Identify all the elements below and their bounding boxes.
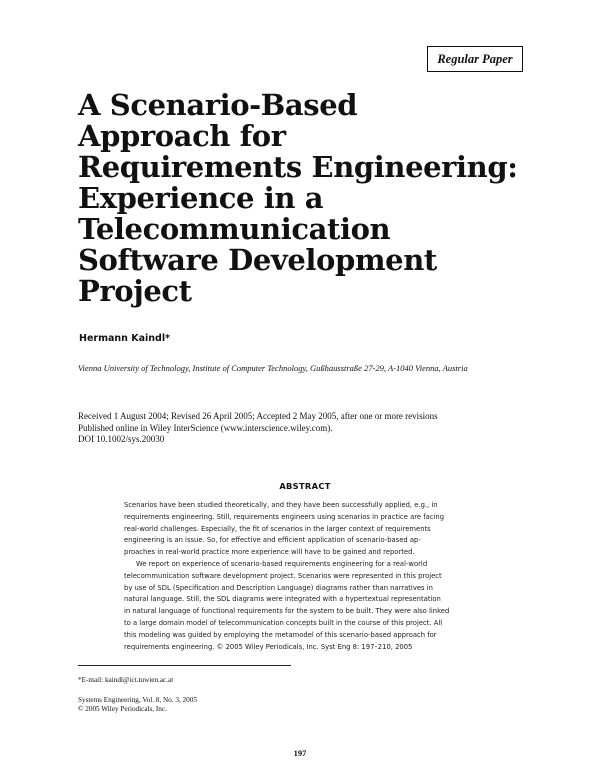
journal-line: © 2005 Wiley Periodicals, Inc. [78, 705, 167, 713]
article-type-badge: Regular Paper [427, 46, 523, 72]
history-line: Received 1 August 2004; Revised 26 April 2005; Accepted 2 May 2005, after one or more revisions [78, 411, 438, 421]
abstract-body [124, 500, 488, 653]
author-name: Hermann Kaindl* [79, 333, 171, 344]
title-line: Project [78, 274, 192, 308]
footnote-divider [78, 665, 291, 666]
paper-title [78, 90, 548, 307]
abstract-line: to a large domain model of telecommunication concepts built in the course of this project. All [124, 618, 443, 627]
title-line: A Scenario-Based [78, 88, 358, 122]
abstract-line: proaches in real-world practice more experience will have to be gained and reported. [124, 548, 415, 557]
abstract-line: natural language. Still, the SDL diagrams were integrated with a hypertextual representation [124, 595, 441, 604]
abstract-line: requirements engineering. Still, requirements engineers using scenarios in practice are facing [124, 512, 445, 521]
abstract-line: Scenarios have been studied theoretically, and they have been successfully applied, e.g., in [124, 501, 438, 509]
publication-history [78, 411, 548, 446]
title-line: Software Development [78, 243, 437, 277]
abstract-line: this modeling was guided by employing the metamodel of this scenario-based approach for [124, 630, 437, 639]
abstract-line: requirements engineering. © 2005 Wiley Periodicals, Inc. Syst Eng 8: 197–210, 2005 [124, 642, 413, 651]
page-number: 197 [293, 748, 307, 758]
abstract-line: We report on experience of scenario-based requirements engineering for a real-world [136, 559, 428, 568]
title-line: Telecommunication [78, 212, 391, 246]
abstract-heading: ABSTRACT [279, 481, 331, 491]
history-line: Published online in Wiley InterScience (www.interscience.wiley.com). [78, 422, 333, 433]
journal-info [78, 696, 197, 714]
author-affiliation: Vienna University of Technology, Institute of Computer Technology, Gußhausstraße 27-29, A-1040 Vienna, Austria [78, 363, 468, 373]
title-line: Approach for [78, 119, 286, 153]
abstract-line: in natural language of functional requirements for the system to be built. They were also linked [124, 607, 450, 616]
history-line: DOI 10.1002/sys.20030 [78, 434, 165, 445]
abstract-line: real-world challenges. Especially, the fit of scenarios in the larger context of requirements [124, 524, 431, 533]
title-line: Experience in a [78, 181, 324, 215]
abstract-line: engineering is an issue. So, for effective and efficient application of scenario-based ap- [124, 536, 421, 545]
abstract-line: by use of SDL (Specification and Description Language) diagrams rather than narratives in [124, 583, 433, 592]
abstract-line: telecommunication software development project. Scenarios were represented in this project [124, 571, 442, 580]
title-line: Requirements Engineering: [78, 150, 518, 184]
footnote-email: *E-mail: kaindl@ict.tuwien.ac.at [78, 676, 174, 684]
journal-line: Systems Engineering, Vol. 8, No. 3, 2005 [78, 696, 197, 704]
